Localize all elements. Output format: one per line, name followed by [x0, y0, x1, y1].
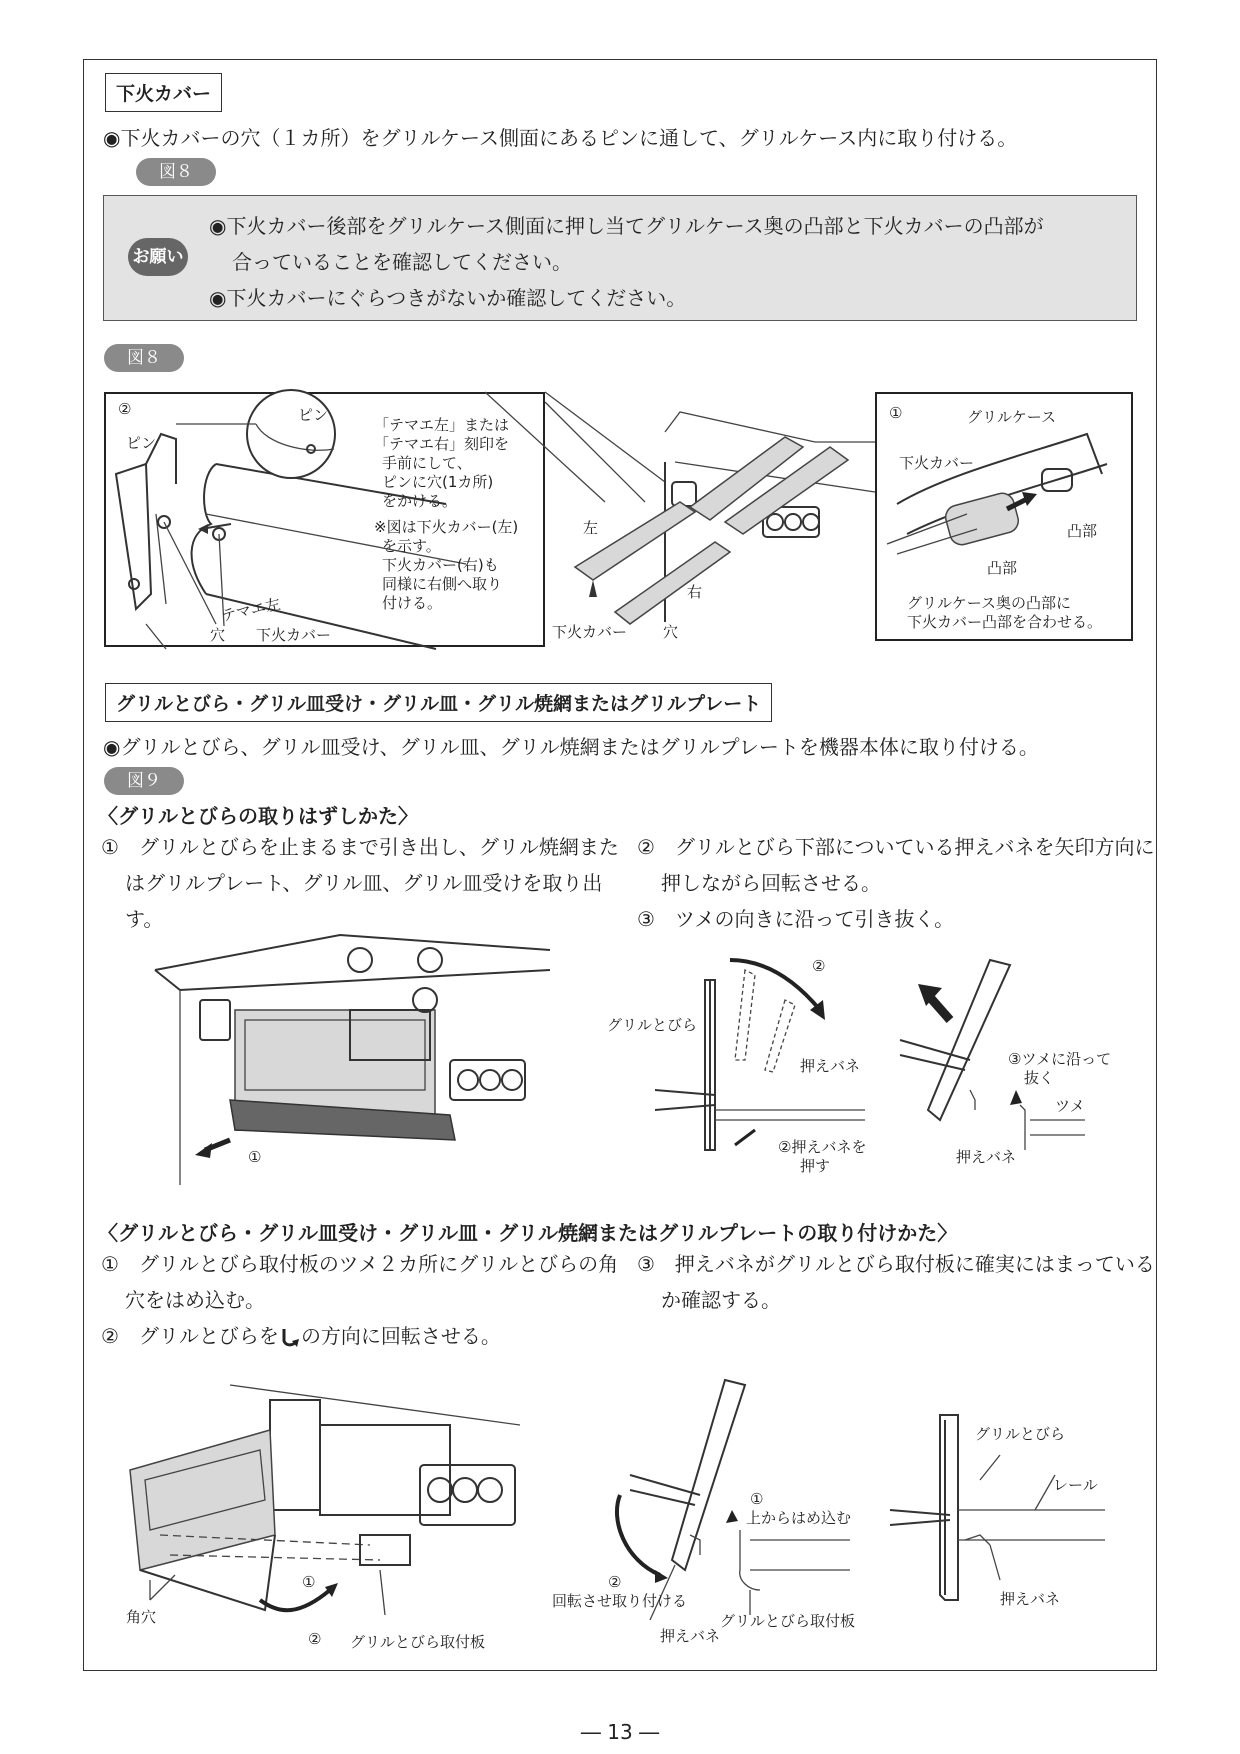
- section1-instruction: ◉下火カバーの穴（１カ所）をグリルケース側面にあるピンに通して、グリルケース内に取り付ける。: [103, 126, 1018, 150]
- install-fit-label: 上からはめ込む: [746, 1509, 852, 1527]
- fig8-cover-label: 下火カバー: [256, 626, 332, 644]
- fig8-note-4: ピンに穴(1カ所): [382, 473, 494, 491]
- install-rail-label: レール: [1053, 1476, 1098, 1494]
- fig8-stamp-text: テマエ左: [219, 594, 283, 626]
- fig8-note-2: 「テマエ右」刻印を: [374, 435, 510, 453]
- removal-door-label: グリルとびら: [607, 1016, 698, 1034]
- install-heading: 〈グリルとびら・グリル皿受け・グリル皿・グリル焼網またはグリルプレートの取り付けかた〉: [98, 1221, 958, 1245]
- notice-line-2: 合っていることを確認してください。: [232, 250, 572, 274]
- fig8-right-caption-2: 下火カバー凸部を合わせる。: [907, 613, 1103, 631]
- fig8-right-part-label: 右: [687, 583, 703, 601]
- fig8-note-1: 「テマエ左」または: [374, 416, 510, 434]
- install-spring-label-3: 押えバネ: [1000, 1590, 1061, 1608]
- install-stove-step-1: ①: [302, 1573, 316, 1591]
- install-step-2: [101, 1318, 501, 1354]
- fig8-note-5: をかける。: [382, 492, 458, 510]
- removal-pull-label-1: ③ツメに沿って: [1008, 1050, 1112, 1068]
- install-fit-step-num: ①: [750, 1490, 764, 1508]
- fig8-grill-case-label: グリルケース: [967, 408, 1056, 426]
- page-number: ― 13 ―: [580, 1720, 660, 1744]
- fig8-boss-label-1: 凸部: [1067, 522, 1098, 540]
- install-door-label: グリルとびら: [975, 1425, 1066, 1443]
- removal-pull-label-2: 抜く: [1024, 1069, 1055, 1087]
- removal-step-1: ① グリルとびらを止まるまで引き出し、グリル焼網またはグリルプレート、グリル皿、グリル皿受けを取り出す。: [101, 835, 619, 931]
- removal-push-label-1: ②押えバネを: [778, 1138, 867, 1156]
- removal-rotate-step-2: ②: [812, 957, 826, 975]
- figure-tag-9: 図９: [104, 767, 184, 795]
- removal-stove-step-1: ①: [248, 1148, 262, 1166]
- fig8-right-step-number: ①: [889, 404, 903, 422]
- fig8-hole-label: 穴: [210, 626, 226, 644]
- notice-line-1: ◉下火カバー後部をグリルケース側面に押し当てグリルケース奥の凸部と下火カバーの凸部が: [209, 214, 1044, 238]
- fig8-note-3: 手前にして、: [382, 454, 472, 472]
- section-label-grill-door: グリルとびら・グリル皿受け・グリル皿・グリル焼網またはグリルプレート: [105, 683, 772, 722]
- fig8-right-panel: [875, 392, 1133, 641]
- install-stove-step-2: ②: [308, 1630, 322, 1648]
- removal-tab-label: ツメ: [1055, 1097, 1085, 1115]
- fig8-right-caption-1: グリルケース奥の凸部に: [907, 594, 1071, 612]
- install-plate-label-2: グリルとびら取付板: [720, 1612, 856, 1630]
- fig8-note-10: 付ける。: [382, 594, 443, 612]
- removal-spring-label-2: 押えバネ: [956, 1148, 1017, 1166]
- fig8-note-6: ※図は下火カバー(左): [374, 518, 519, 536]
- removal-stove-drawing: [150, 940, 550, 1190]
- fig8-center-hole-label: 穴: [663, 623, 679, 641]
- install-step-3: ③ 押えバネがグリルとびら取付板に確実にはまっているか確認する。: [637, 1252, 1155, 1312]
- notice-line-3: ◉下火カバーにぐらつきがないか確認してください。: [209, 286, 687, 310]
- removal-heading: 〈グリルとびらの取りはずしかた〉: [98, 804, 418, 828]
- fig8-note-8: 下火カバー(右)も: [382, 556, 499, 574]
- install-spring-label: 押えバネ: [660, 1627, 721, 1645]
- section-label-lower-burner-cover: 下火カバー: [105, 73, 222, 112]
- rotate-arrow-icon: [279, 1327, 301, 1349]
- fig8-right-cover-label: 下火カバー: [899, 454, 975, 472]
- fig8-pin-label: ピン: [126, 434, 157, 452]
- fig8-pin-zoom-label: ピン: [298, 406, 329, 424]
- install-step-2-text-a: ② グリルとびらを: [101, 1324, 279, 1348]
- install-plate-label: グリルとびら取付板: [350, 1633, 486, 1651]
- fig8-center-cover-label: 下火カバー: [552, 623, 628, 641]
- install-step-2-text-b: の方向に回転させる。: [300, 1324, 501, 1348]
- section2-instruction: ◉グリルとびら、グリル皿受け、グリル皿、グリル焼網またはグリルプレートを機器本体に取り付ける。: [103, 735, 1039, 759]
- onegai-badge: お願い: [128, 238, 188, 276]
- install-stove-drawing: [120, 1385, 540, 1635]
- fig8-left-step-number: ②: [118, 400, 132, 418]
- removal-step-2: ② グリルとびら下部についている押えバネを矢印方向に押しながら回転させる。: [637, 835, 1155, 895]
- fig8-left-panel: [104, 392, 545, 647]
- fig8-note-7: を示す。: [382, 537, 441, 555]
- removal-push-label-2: 押す: [800, 1157, 831, 1175]
- install-step-1: ① グリルとびら取付板のツメ２カ所にグリルとびらの角穴をはめ込む。: [101, 1252, 619, 1312]
- install-rotate-label: 回転させ取り付ける: [552, 1592, 688, 1610]
- fig8-left-part-label: 左: [583, 519, 599, 537]
- notice-box: [103, 195, 1137, 321]
- removal-step-3: ③ ツメの向きに沿って引き抜く。: [637, 907, 955, 931]
- fig8-boss-label-2: 凸部: [987, 559, 1018, 577]
- removal-spring-label: 押えバネ: [800, 1057, 861, 1075]
- figure-ref-badge: 図８: [136, 158, 216, 186]
- install-square-hole-label: 角穴: [126, 1608, 157, 1626]
- fig8-note-9: 同様に右側へ取り: [382, 575, 503, 593]
- install-rotate-step-num: ②: [608, 1573, 622, 1591]
- figure-tag-8: 図８: [104, 344, 184, 372]
